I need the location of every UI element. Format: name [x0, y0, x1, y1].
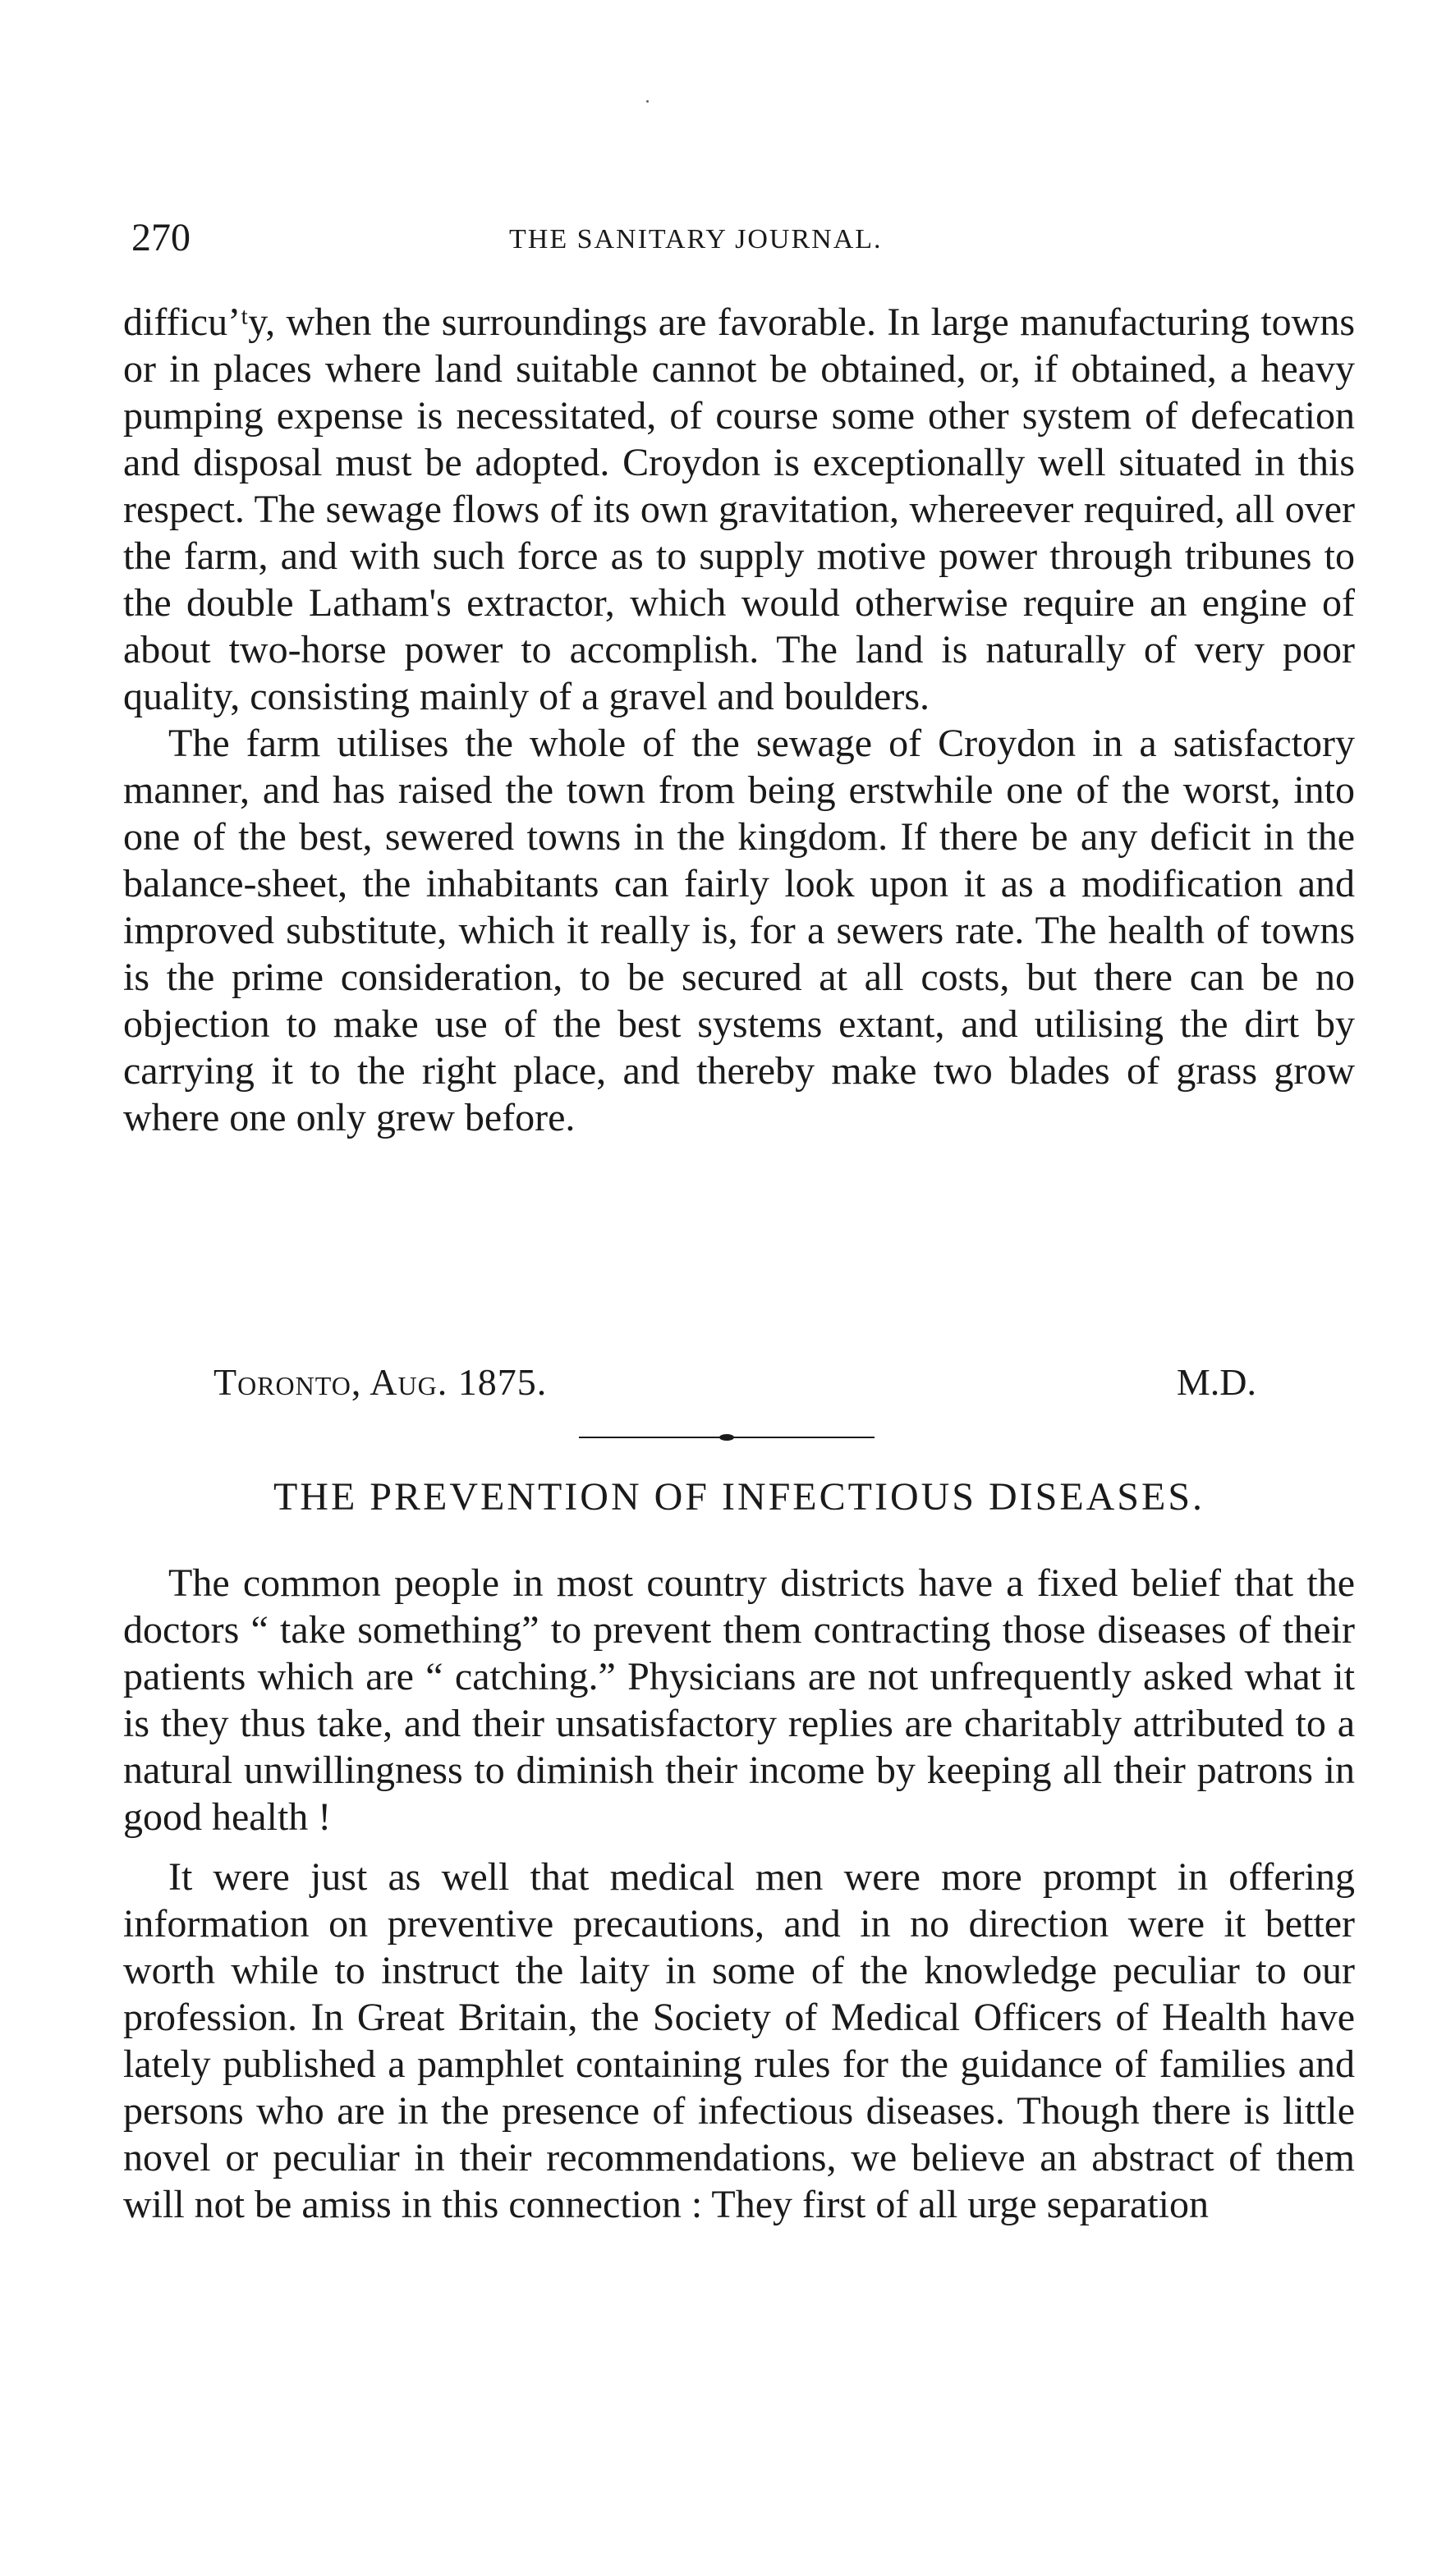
paragraph: difficuʼᵗy, when the surroundings are favorable. In large manufacturing towns or in places where land suitable cannot be obtained, or, if obtained, a heavy pumping expense is necessitated, of course some other system of defecation and disposal must be adopted. Croydon is exceptionally well situated in this respect. The sewage flows of its own gravitation, whereever required, all over the farm, and with such force as to supply motive power through tribunes to the double Latham's extractor, which would otherwise require an engine of about two-horse power to accomplish. The land is naturally of very poor quality, consisting mainly of a gravel and boulders.: [123, 300, 1355, 718]
paragraph: It were just as well that medical men were more prompt in offering information on preventive precautions, and in no direction were it better worth while to instruct the laity in some of the knowledge peculiar to our profession. In Great Britain, the Society of Medical Officers of Health have lately published a pamphlet containing rules for the guidance of families and persons who are in the presence of infectious diseases. Though there is little novel or peculiar in their recommendations, we believe an abstract of them will not be amiss in this connection : They first of all urge separation: [123, 1855, 1355, 2226]
divider-rule-left: [579, 1437, 710, 1438]
article-prevention-body: [123, 1560, 1355, 2228]
signature-line: [123, 1358, 1256, 1407]
article-title: THE PREVENTION OF INFECTIOUS DISEASES.: [273, 1475, 1205, 1519]
page-number: 270: [131, 216, 191, 259]
running-head: THE SANITARY JOURNAL.: [509, 224, 883, 254]
section-divider-ornament: [579, 1430, 875, 1445]
divider-center-ornament: [710, 1432, 743, 1442]
signature-initials: M.D.: [1176, 1361, 1256, 1403]
divider-rule-right: [743, 1437, 875, 1438]
paragraph: The common people in most country districts have a fixed belief that the doctors “ take something” to prevent them contracting those diseases of their patients which are “ catching.” Physicians are not unfrequently asked what it is they thus take, and their unsatisfactory replies are charitably attributed to a natural unwillingness to diminish their income by keeping all their patrons in good health !: [123, 1561, 1355, 1839]
print-speck: [646, 100, 649, 103]
signature-place-date: Toronto, Aug. 1875.: [213, 1361, 548, 1403]
page-header: [131, 212, 1355, 264]
article-croydon-continuation: [123, 299, 1355, 1141]
paragraph: The farm utilises the whole of the sewage of Croydon in a satisfactory manner, and has raised the town from being erstwhile one of the worst, into one of the best, sewered towns in the kingdom. If there be any deficit in the balance-sheet, the inhabitants can fairly look upon it as a modification and improved substitute, which it really is, for a sewers rate. The health of towns is the prime consideration, to be secured at all costs, but there can be no objection to make use of the best systems extant, and utilising the dirt by carrying it to the right place, and thereby make two blades of grass grow where one only grew before.: [123, 722, 1355, 1139]
